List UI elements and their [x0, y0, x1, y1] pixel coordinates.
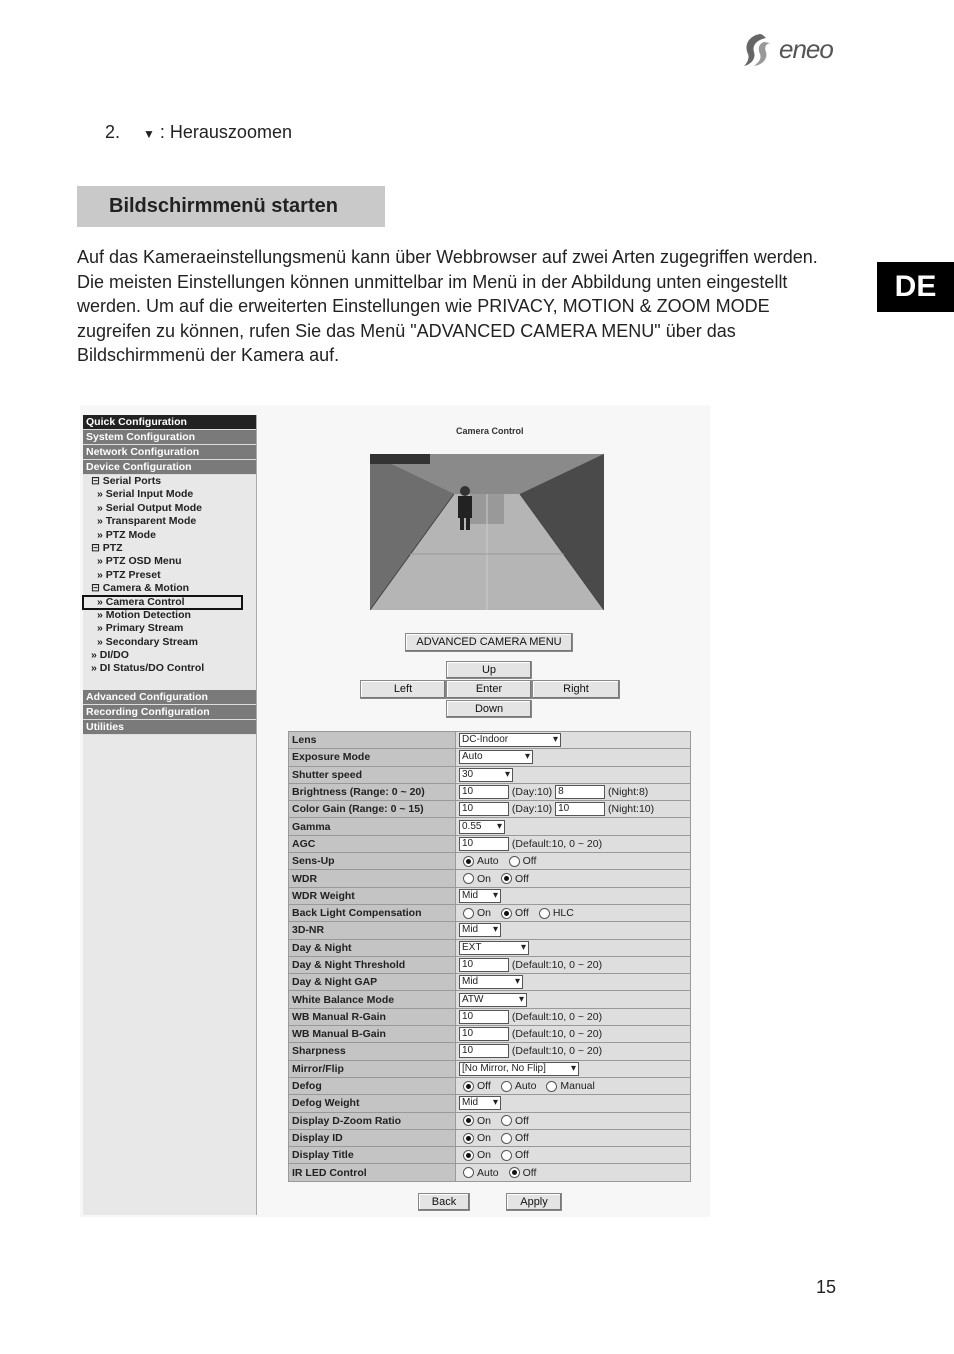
ir-led-off-radio[interactable] [509, 1167, 520, 1178]
nav-transparent-mode[interactable]: » Transparent Mode [97, 515, 197, 528]
color-gain-night-input[interactable]: 10 [555, 802, 605, 816]
nav-serial-input-mode[interactable]: » Serial Input Mode [97, 488, 194, 501]
sharpness-input[interactable]: 10 [459, 1044, 509, 1058]
display-id-off-radio[interactable] [501, 1133, 512, 1144]
nav-advanced-configuration[interactable]: Advanced Configuration [83, 690, 256, 705]
table-row: White Balance Mode ATW ▾ [289, 991, 691, 1008]
arrow-down-icon: ▼ [143, 127, 155, 141]
table-row: Mirror/Flip [No Mirror, No Flip] ▾ [289, 1060, 691, 1077]
table-row: Defog Weight Mid ▾ [289, 1095, 691, 1112]
intro-paragraph: Auf das Kameraeinstellungsmenü kann über Webbrowser auf zwei Arten zugegriffen werden. Die meisten Einstellungen können unmittelbar im Menü in der Abbildung unten eingestellt werden. Um auf die erweiterten Einstellungen wie PRIVACY, MOTION & ZOOM MODE zugreifen zu können, rufen Sie das Menü "ADVANCED CAMERA MENU" über das Bildschirmmenü der Kamera auf. [77, 247, 818, 366]
table-row: Day & Night EXT ▾ [289, 939, 691, 956]
exposure-mode-select[interactable]: Auto ▾ [459, 750, 533, 764]
table-row: Gamma 0.55 ▾ [289, 818, 691, 835]
nav-system-configuration[interactable]: System Configuration [83, 430, 256, 445]
nav-serial-ports[interactable]: ⊟ Serial Ports [91, 475, 162, 487]
3d-nr-select[interactable]: Mid ▾ [459, 923, 501, 937]
nav-serial-output-mode[interactable]: » Serial Output Mode [97, 501, 203, 514]
page-number: 15 [816, 1277, 837, 1297]
dzoom-off-radio[interactable] [501, 1115, 512, 1126]
ptz-left-button[interactable]: Left [360, 680, 446, 699]
table-row: Shutter speed 30 ▾ [289, 766, 691, 783]
defog-weight-select[interactable]: Mid ▾ [459, 1096, 501, 1110]
agc-input[interactable]: 10 [459, 837, 509, 851]
defog-auto-radio[interactable] [501, 1081, 512, 1092]
wdr-weight-select[interactable]: Mid ▾ [459, 889, 501, 903]
camera-settings-table [288, 731, 691, 1182]
ptz-enter-button[interactable]: Enter [446, 680, 532, 699]
nav-recording-configuration[interactable]: Recording Configuration [83, 705, 256, 720]
table-row: Day & Night Threshold 10 (Default:10, 0 ~ 20) [289, 956, 691, 973]
mirror-flip-select[interactable]: [No Mirror, No Flip] ▾ [459, 1062, 579, 1076]
step-text: : Herauszoomen [159, 122, 292, 142]
ptz-right-button[interactable]: Right [532, 680, 620, 699]
table-row: WDR On Off [289, 870, 691, 887]
day-night-gap-select[interactable]: Mid ▾ [459, 975, 523, 989]
table-row: Brightness (Range: 0 ~ 20) 10 (Day:10) 8 (Night:8) [289, 783, 691, 800]
display-title-off-radio[interactable] [501, 1150, 512, 1161]
table-row: AGC 10 (Default:10, 0 ~ 20) [289, 835, 691, 852]
table-row: 3D-NR Mid ▾ [289, 922, 691, 939]
step-zoom-out [105, 122, 292, 143]
table-row: Day & Night GAP Mid ▾ [289, 974, 691, 991]
wdr-on-radio[interactable] [463, 873, 474, 884]
web-ui-screenshot [80, 405, 710, 1217]
gamma-select[interactable]: 0.55 ▾ [459, 820, 505, 834]
apply-button[interactable]: Apply [506, 1193, 562, 1211]
blc-off-radio[interactable] [501, 908, 512, 919]
color-gain-day-input[interactable]: 10 [459, 802, 509, 816]
dzoom-on-radio[interactable] [463, 1115, 474, 1126]
shutter-speed-select[interactable]: 30 ▾ [459, 768, 513, 782]
defog-off-radio[interactable] [463, 1081, 474, 1092]
ir-led-auto-radio[interactable] [463, 1167, 474, 1178]
wdr-off-radio[interactable] [501, 873, 512, 884]
display-title-on-radio[interactable] [463, 1150, 474, 1161]
table-row: WB Manual R-Gain 10 (Default:10, 0 ~ 20) [289, 1008, 691, 1025]
section-title: Bildschirmmenü starten [77, 186, 385, 227]
brightness-day-input[interactable]: 10 [459, 785, 509, 799]
nav-ptz-preset[interactable]: » PTZ Preset [97, 568, 161, 581]
nav-di-do[interactable]: » DI/DO [91, 649, 129, 662]
lens-select[interactable]: DC-Indoor ▾ [459, 733, 561, 747]
ptz-down-button[interactable]: Down [446, 700, 532, 718]
wb-r-gain-input[interactable]: 10 [459, 1010, 509, 1024]
table-row: WDR Weight Mid ▾ [289, 887, 691, 904]
nav-utilities[interactable]: Utilities [83, 720, 256, 735]
nav-ptz-osd-menu[interactable]: » PTZ OSD Menu [97, 555, 182, 568]
language-tab: DE [877, 262, 954, 312]
table-row: Display Title On Off [289, 1147, 691, 1164]
display-id-on-radio[interactable] [463, 1133, 474, 1144]
table-row: WB Manual B-Gain 10 (Default:10, 0 ~ 20) [289, 1026, 691, 1043]
table-row: Color Gain (Range: 0 ~ 15) 10 (Day:10) 10 (Night:10) [289, 801, 691, 818]
nav-di-status-do-control[interactable]: » DI Status/DO Control [91, 662, 205, 675]
nav-primary-stream[interactable]: » Primary Stream [97, 622, 184, 635]
defog-manual-radio[interactable] [546, 1081, 557, 1092]
table-row: Display ID On Off [289, 1129, 691, 1146]
nav-ptz[interactable]: ⊟ PTZ [91, 541, 123, 554]
nav-motion-detection[interactable]: » Motion Detection [97, 608, 191, 621]
eneo-logo-icon [742, 32, 772, 68]
day-night-select[interactable]: EXT ▾ [459, 941, 529, 955]
camera-live-view [370, 454, 604, 610]
blc-on-radio[interactable] [463, 908, 474, 919]
step-number: 2. [105, 122, 121, 142]
nav-ptz-mode[interactable]: » PTZ Mode [97, 528, 156, 541]
wb-b-gain-input[interactable]: 10 [459, 1027, 509, 1041]
nav-secondary-stream[interactable]: » Secondary Stream [97, 635, 198, 648]
table-row: IR LED Control Auto Off [289, 1164, 691, 1181]
nav-camera-control[interactable]: » Camera Control [83, 596, 242, 609]
nav-camera-motion[interactable]: ⊟ Camera & Motion [91, 582, 190, 595]
nav-device-configuration[interactable]: Device Configuration [83, 460, 256, 475]
ptz-up-button[interactable]: Up [446, 661, 532, 679]
blc-hlc-radio[interactable] [539, 908, 550, 919]
day-night-threshold-input[interactable]: 10 [459, 958, 509, 972]
white-balance-mode-select[interactable]: ATW ▾ [459, 993, 527, 1007]
sens-up-off-radio[interactable] [509, 856, 520, 867]
brand-logo-text: eneo [779, 34, 833, 64]
brightness-night-input[interactable]: 8 [555, 785, 605, 799]
table-row: Sens-Up Auto Off [289, 853, 691, 870]
sens-up-auto-radio[interactable] [463, 856, 474, 867]
table-row: Lens DC-Indoor ▾ [289, 732, 691, 749]
table-row: Display D-Zoom Ratio On Off [289, 1112, 691, 1129]
nav-quick-configuration[interactable]: Quick Configuration [83, 415, 256, 430]
advanced-camera-menu-button[interactable]: ADVANCED CAMERA MENU [405, 633, 573, 652]
table-row: Sharpness 10 (Default:10, 0 ~ 20) [289, 1043, 691, 1060]
camera-control-title: Camera Control [456, 426, 524, 436]
table-row: Back Light Compensation On Off HLC [289, 904, 691, 921]
table-row: Exposure Mode Auto ▾ [289, 749, 691, 766]
back-button[interactable]: Back [418, 1193, 470, 1211]
config-sidebar [83, 415, 257, 1215]
nav-network-configuration[interactable]: Network Configuration [83, 445, 256, 460]
table-row: Defog Off Auto Manual [289, 1077, 691, 1094]
